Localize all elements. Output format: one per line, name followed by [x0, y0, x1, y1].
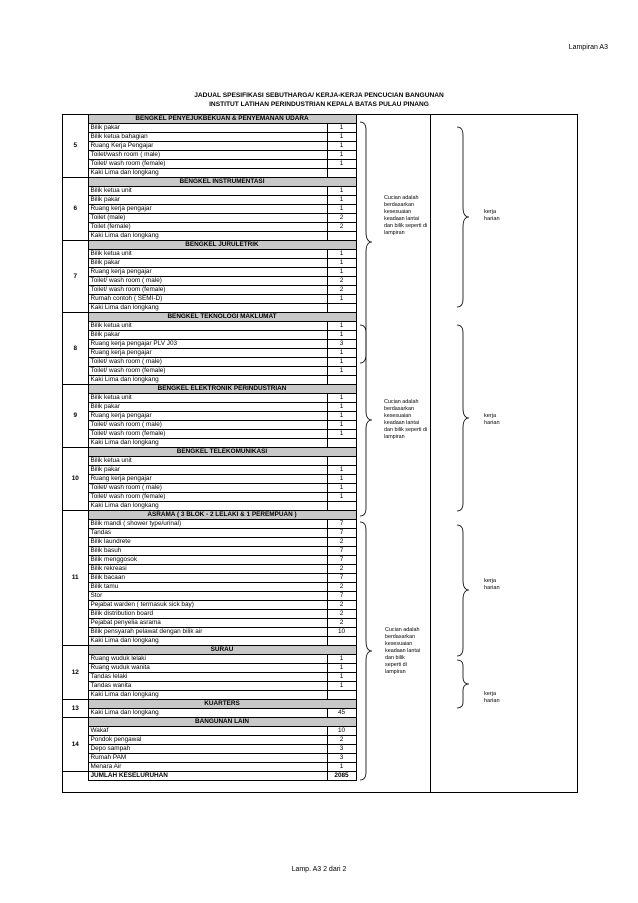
item-name: Bilik pakar	[88, 196, 327, 205]
item-name: Toilet/ wash room (female)	[88, 160, 327, 169]
table-row	[63, 475, 356, 484]
item-name: Toilet/wash room ( male)	[88, 151, 327, 160]
column-divider	[430, 115, 431, 792]
section-number: 12	[63, 646, 88, 700]
section-number: 7	[63, 241, 88, 313]
table-row	[63, 331, 356, 340]
table-row	[63, 295, 356, 304]
item-quantity: 1	[327, 259, 356, 268]
item-name: Bilik mandi ( shower type/urinal)	[88, 520, 327, 529]
table-row	[63, 376, 356, 385]
table-row	[63, 268, 356, 277]
table-row	[63, 340, 356, 349]
item-name: Tandas	[88, 529, 327, 538]
table-row	[63, 430, 356, 439]
section-title: BENGKEL JURULETRIK	[88, 241, 356, 250]
section-number: 9	[63, 385, 88, 448]
table-row	[63, 151, 356, 160]
item-quantity	[327, 637, 356, 646]
item-quantity: 2	[327, 223, 356, 232]
item-quantity: 1	[327, 763, 356, 772]
table-row	[63, 187, 356, 196]
item-quantity: 1	[327, 466, 356, 475]
item-quantity: 2	[327, 286, 356, 295]
item-quantity: 45	[327, 709, 356, 718]
item-quantity: 1	[327, 475, 356, 484]
item-quantity: 10	[327, 727, 356, 736]
item-quantity: 2	[327, 736, 356, 745]
section-number: 6	[63, 178, 88, 241]
table-row	[63, 745, 356, 754]
section-number: 13	[63, 700, 88, 718]
table-row	[63, 637, 356, 646]
table-row	[63, 277, 356, 286]
item-name: Toilet/ wash room ( male)	[88, 484, 327, 493]
table-row	[63, 403, 356, 412]
item-name: Bilik tamu	[88, 583, 327, 592]
section-header-row	[63, 646, 356, 655]
table-row	[63, 691, 356, 700]
item-name: Bilik pakar	[88, 331, 327, 340]
item-name: Bilik distribution board	[88, 610, 327, 619]
table-row	[63, 538, 356, 547]
section-title: BENGKEL PENYEJUKBEKUAN & PENYEMANAN UDARA	[88, 115, 356, 124]
table-row	[63, 142, 356, 151]
table-row	[63, 610, 356, 619]
item-name: Bilik pakar	[88, 403, 327, 412]
page-footer: Lamp. A3 2 dari 2	[291, 866, 347, 873]
item-name: Ruang kerja pengajar	[88, 205, 327, 214]
section-title: BENGKEL ELEKTRONIK PERINDUSTRIAN	[88, 385, 356, 394]
item-name: Rumah contoh ( SEMI-D)	[88, 295, 327, 304]
item-quantity: 2	[327, 601, 356, 610]
item-name: Kaki Lima dan longkang	[88, 439, 327, 448]
item-name: Toilet/ wash room ( male)	[88, 277, 327, 286]
table-row	[63, 727, 356, 736]
table-row	[63, 556, 356, 565]
item-name: Pejabat penyelia asrama	[88, 619, 327, 628]
total-label: JUMLAH KESELURUHAN	[88, 772, 327, 781]
table-row	[63, 133, 356, 142]
table-row	[63, 169, 356, 178]
table-row	[63, 367, 356, 376]
table-row	[63, 529, 356, 538]
item-name: Bilik pensyarah pelawat dengan bilik air	[88, 628, 327, 637]
item-name: Ruang kerja pengajar	[88, 268, 327, 277]
item-name: Ruang kerja pengajar	[88, 349, 327, 358]
item-quantity: 1	[327, 421, 356, 430]
table-row	[63, 547, 356, 556]
item-name: Bilik ketua unit	[88, 187, 327, 196]
table-row	[63, 394, 356, 403]
item-quantity: 1	[327, 394, 356, 403]
item-name: Toilet/ wash room (female)	[88, 367, 327, 376]
total-value: 2085	[327, 772, 356, 781]
item-quantity: 1	[327, 673, 356, 682]
item-quantity: 1	[327, 133, 356, 142]
item-quantity: 1	[327, 250, 356, 259]
item-name: Bilik bacaan	[88, 574, 327, 583]
item-name: Bilik pakar	[88, 466, 327, 475]
document-subtitle: INSTITUT LATIHAN PERINDUSTRIAN KEPALA BATAS PULAU PINANG	[209, 101, 429, 108]
item-name: Toilet/ wash room (female)	[88, 493, 327, 502]
section-number: 11	[63, 511, 88, 646]
item-name: Bilik pakar	[88, 259, 327, 268]
item-name: Kaki Lima dan longkang	[88, 169, 327, 178]
item-quantity	[327, 439, 356, 448]
specification-table	[63, 115, 357, 781]
item-quantity: 7	[327, 574, 356, 583]
item-quantity: 1	[327, 493, 356, 502]
table-row	[63, 502, 356, 511]
item-quantity: 1	[327, 403, 356, 412]
table-row	[63, 124, 356, 133]
item-quantity: 1	[327, 187, 356, 196]
item-name: Rumah PAM	[88, 754, 327, 763]
item-name: Kaki Lima dan longkang	[88, 304, 327, 313]
item-name: Tandas wanita	[88, 682, 327, 691]
item-name: Ruang wuduk lelaki	[88, 655, 327, 664]
section-title: ASRAMA ( 3 BLOK - 2 LELAKI & 1 PEREMPUAN )	[88, 511, 356, 520]
table-row	[63, 250, 356, 259]
item-name: Depo sampah	[88, 745, 327, 754]
item-name: Bilik ketua unit	[88, 394, 327, 403]
table-row	[63, 286, 356, 295]
section-title: BENGKEL TELEKOMUNIKASI	[88, 448, 356, 457]
table-row	[63, 754, 356, 763]
curly-brace-icon	[455, 523, 483, 658]
table-row	[63, 493, 356, 502]
item-quantity	[327, 169, 356, 178]
section-header-row	[63, 178, 356, 187]
table-row	[63, 592, 356, 601]
frequency-label: kerja harian	[484, 209, 500, 222]
item-name: Toilet/ wash room (female)	[88, 430, 327, 439]
total-row	[63, 772, 356, 781]
section-title: BENGKEL TEKNOLOGI MAKLUMAT	[88, 313, 356, 322]
item-name: Tandas lelaki	[88, 673, 327, 682]
item-quantity: 2	[327, 619, 356, 628]
table-row	[63, 214, 356, 223]
item-quantity: 1	[327, 196, 356, 205]
frequency-label: kerja harian	[484, 413, 500, 426]
table-row	[63, 160, 356, 169]
item-name: Ruang kerja pengajar	[88, 475, 327, 484]
table-row	[63, 358, 356, 367]
item-quantity	[327, 232, 356, 241]
item-quantity: 1	[327, 664, 356, 673]
item-quantity: 1	[327, 322, 356, 331]
frequency-label: kerja harian	[484, 578, 500, 591]
table-row	[63, 520, 356, 529]
item-quantity: 1	[327, 151, 356, 160]
item-name: Bilik ketua bahagian	[88, 133, 327, 142]
table-row	[63, 412, 356, 421]
item-name: Kaki Lima dan longkang	[88, 232, 327, 241]
item-quantity: 7	[327, 529, 356, 538]
curly-brace-icon	[455, 125, 483, 309]
item-quantity: 3	[327, 340, 356, 349]
document-title: JADUAL SPESIFIKASI SEBUTHARGA/ KERJA-KERJA PENCUCIAN BANGUNAN	[194, 92, 444, 99]
item-quantity: 2	[327, 214, 356, 223]
item-quantity: 1	[327, 124, 356, 133]
item-name: Ruang Kerja Pengajar	[88, 142, 327, 151]
item-quantity: 1	[327, 484, 356, 493]
item-name: Toilet (female)	[88, 223, 327, 232]
table-row	[63, 439, 356, 448]
curly-brace-icon	[455, 323, 483, 513]
table-row	[63, 457, 356, 466]
section-header-row	[63, 718, 356, 727]
item-quantity: 1	[327, 205, 356, 214]
cleaning-note: Cucian adalah berdasarkan kesesuaian keadaan lantai dan bilik seperti di lampiran	[385, 627, 421, 675]
item-quantity: 1	[327, 295, 356, 304]
table-row	[63, 664, 356, 673]
item-quantity: 1	[327, 331, 356, 340]
frequency-label: kerja harian	[484, 691, 500, 704]
item-name: Toilet/ wash room (female)	[88, 286, 327, 295]
table-row	[63, 232, 356, 241]
item-name: Kaki Lima dan longkang	[88, 691, 327, 700]
item-name: Kaki Lima dan longkang	[88, 709, 327, 718]
item-quantity	[327, 376, 356, 385]
item-quantity: 2	[327, 610, 356, 619]
item-quantity: 7	[327, 520, 356, 529]
item-quantity: 10	[327, 628, 356, 637]
section-header-row	[63, 115, 356, 124]
item-quantity	[327, 502, 356, 511]
item-name: Kaki Lima dan longkang	[88, 502, 327, 511]
section-header-row	[63, 241, 356, 250]
section-title: BANGUNAN LAIN	[88, 718, 356, 727]
section-title: SURAU	[88, 646, 356, 655]
section-header-row	[63, 313, 356, 322]
table-row	[63, 223, 356, 232]
item-name: Wakaf	[88, 727, 327, 736]
table-row	[63, 763, 356, 772]
item-quantity: 2	[327, 565, 356, 574]
item-name: Pejabat warden ( termasuk sick bay)	[88, 601, 327, 610]
item-quantity: 1	[327, 412, 356, 421]
table-row	[63, 736, 356, 745]
section-number: 10	[63, 448, 88, 511]
table-row	[63, 565, 356, 574]
item-name: Kaki Lima dan longkang	[88, 376, 327, 385]
table-row	[63, 709, 356, 718]
table-row	[63, 601, 356, 610]
item-name: Bilik rekreasi	[88, 565, 327, 574]
table-row	[63, 583, 356, 592]
section-number: 14	[63, 718, 88, 772]
section-header-row	[63, 385, 356, 394]
table-row	[63, 205, 356, 214]
section-number: 8	[63, 313, 88, 385]
appendix-label: Lampiran A3	[568, 44, 608, 51]
item-name: Bilik pakar	[88, 124, 327, 133]
specification-table-frame	[62, 114, 578, 793]
item-quantity: 2	[327, 277, 356, 286]
cleaning-note: Cucian adalah berdasarkan kesesuaian keadaan lantai dan bilik seperti di lampiran	[384, 195, 428, 236]
item-name: Bilik laundrete	[88, 538, 327, 547]
cleaning-note: Cucian adalah berdasarkan kesesuaian keadaan lantai dan bilik seperti di lampiran	[384, 399, 428, 440]
table-row	[63, 574, 356, 583]
item-name: Ruang kerja pengajar	[88, 412, 327, 421]
item-name: Bilik ketua unit	[88, 457, 327, 466]
item-quantity: 1	[327, 358, 356, 367]
item-name: Bilik ketua unit	[88, 322, 327, 331]
table-row	[63, 484, 356, 493]
item-name: Kaki Lima dan longkang	[88, 637, 327, 646]
item-quantity: 7	[327, 556, 356, 565]
item-quantity: 1	[327, 349, 356, 358]
item-name: Ruang kerja pengajar PLV J03	[88, 340, 327, 349]
item-name: Bilik menggosok	[88, 556, 327, 565]
item-quantity: 1	[327, 142, 356, 151]
item-name: Menara Air	[88, 763, 327, 772]
item-name: Bilik basuh	[88, 547, 327, 556]
item-name: Toilet/ wash room ( male)	[88, 421, 327, 430]
total-number-cell	[63, 772, 88, 781]
item-name: Toilet (male)	[88, 214, 327, 223]
curly-brace-icon	[358, 323, 386, 518]
table-row	[63, 349, 356, 358]
item-quantity: 1	[327, 160, 356, 169]
table-row	[63, 304, 356, 313]
section-header-row	[63, 511, 356, 520]
table-row	[63, 322, 356, 331]
item-quantity: 7	[327, 547, 356, 556]
section-number: 5	[63, 115, 88, 178]
item-quantity: 1	[327, 655, 356, 664]
table-row	[63, 682, 356, 691]
item-name: Pondok pengawal	[88, 736, 327, 745]
item-quantity: 1	[327, 268, 356, 277]
item-quantity	[327, 691, 356, 700]
section-title: BENGKEL INSTRUMENTASI	[88, 178, 356, 187]
item-name: Toilet/ wash room ( male)	[88, 358, 327, 367]
item-quantity: 3	[327, 754, 356, 763]
curly-brace-icon	[358, 520, 386, 782]
table-row	[63, 259, 356, 268]
table-row	[63, 421, 356, 430]
item-name: Bilik ketua unit	[88, 250, 327, 259]
curly-brace-icon	[455, 658, 483, 710]
item-quantity: 1	[327, 430, 356, 439]
item-quantity: 1	[327, 682, 356, 691]
item-quantity: 2	[327, 583, 356, 592]
item-quantity: 2	[327, 538, 356, 547]
section-header-row	[63, 700, 356, 709]
item-name: Ruang wuduk wanita	[88, 664, 327, 673]
item-name: Stor	[88, 592, 327, 601]
item-quantity	[327, 304, 356, 313]
section-header-row	[63, 448, 356, 457]
item-quantity: 7	[327, 592, 356, 601]
section-title: KUARTERS	[88, 700, 356, 709]
table-row	[63, 619, 356, 628]
item-quantity: 3	[327, 745, 356, 754]
item-quantity	[327, 457, 356, 466]
table-row	[63, 628, 356, 637]
table-row	[63, 673, 356, 682]
table-row	[63, 655, 356, 664]
table-row	[63, 196, 356, 205]
item-quantity: 1	[327, 367, 356, 376]
table-row	[63, 466, 356, 475]
